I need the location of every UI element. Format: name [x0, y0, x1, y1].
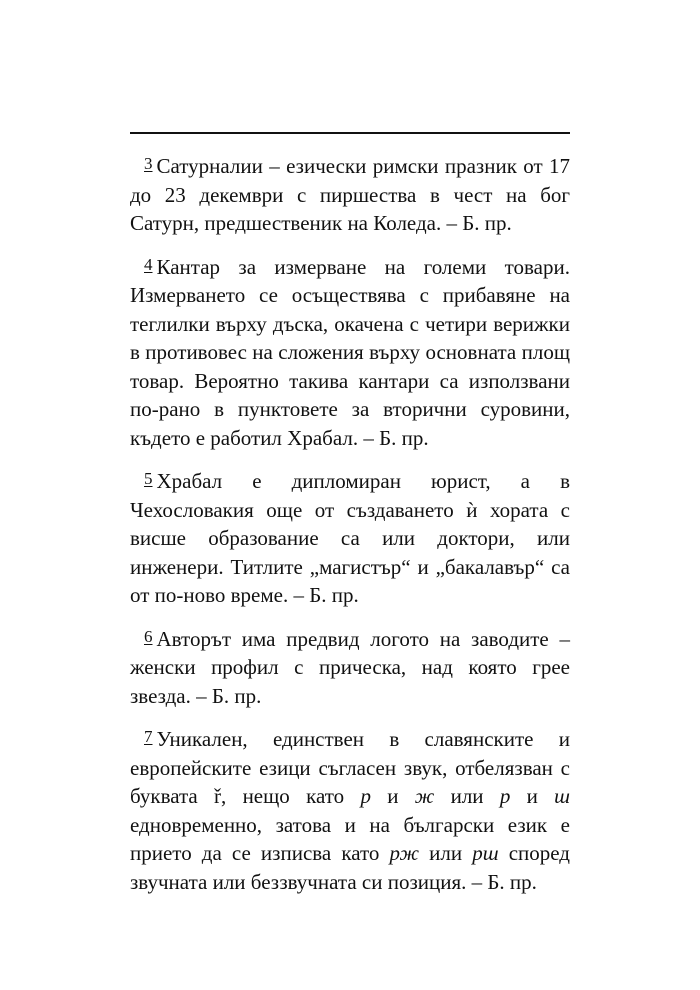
footnote-text: Авторът има предвид логото на заводите – женски профил с прическа, над която грее звезда. – Б. пр.: [130, 626, 570, 708]
italic-letters: рш: [472, 841, 499, 865]
footnote-text-part: едновременно, затова и на български език е прието да се изписва като: [130, 812, 570, 865]
footnotes-section: [130, 150, 570, 909]
footnote-text-part: или: [419, 841, 473, 865]
footnote-text-part: според звучната или беззвучната си позиция. – Б. пр.: [130, 841, 570, 894]
footnote-number: 5: [144, 469, 153, 488]
footnote-text-part: и: [510, 784, 555, 808]
italic-letter: ж: [414, 784, 435, 808]
footnote-text-part: или: [434, 784, 500, 808]
italic-letters: рж: [389, 841, 420, 865]
footnote-text-part: Уникален, единствен в славянските и европейските езици съгласен звук, отбелязван с буквата ř, нещо като: [130, 727, 570, 808]
footnote-number: 4: [144, 254, 153, 274]
italic-letter: р: [499, 784, 511, 808]
footnote-number: 6: [144, 626, 153, 646]
footnote-text: Храбал е дипломиран юрист, а в Чехословакия още от създаването ѝ хората с висше образование са или доктори, или инженери. Титлите „магистър“ и „бакалавър“ са от по-ново време. – Б. пр.: [130, 469, 570, 607]
italic-letter: р: [360, 784, 371, 808]
footnote-text-part: и: [370, 784, 415, 808]
footnote-text: Кантар за измерване на големи товари. Измерването се осъществява с прибавяне на теглилки върху дъска, окачена с четири верижки в противовес на сложения върху основната площ товар. Вероятно такива кантари са използвани по-рано в пунктовете за вторични суровини, където е работил Храбал. – Б. пр.: [130, 254, 570, 450]
footnote-separator-rule: [130, 132, 570, 134]
italic-letter: ш: [554, 784, 570, 808]
footnote-4: [130, 251, 570, 453]
footnote-7: [130, 723, 570, 896]
footnote-number: 3: [144, 154, 153, 173]
footnote-number: 7: [144, 727, 153, 746]
footnote-text: Сатурналии – езически римски празник от 17 до 23 декември с пиршества в чест на бог Сатурн, предшественик на Коледа. – Б. пр.: [130, 154, 570, 235]
footnote-6: [130, 623, 570, 711]
footnote-3: [130, 150, 570, 238]
footnote-5: [130, 465, 570, 610]
